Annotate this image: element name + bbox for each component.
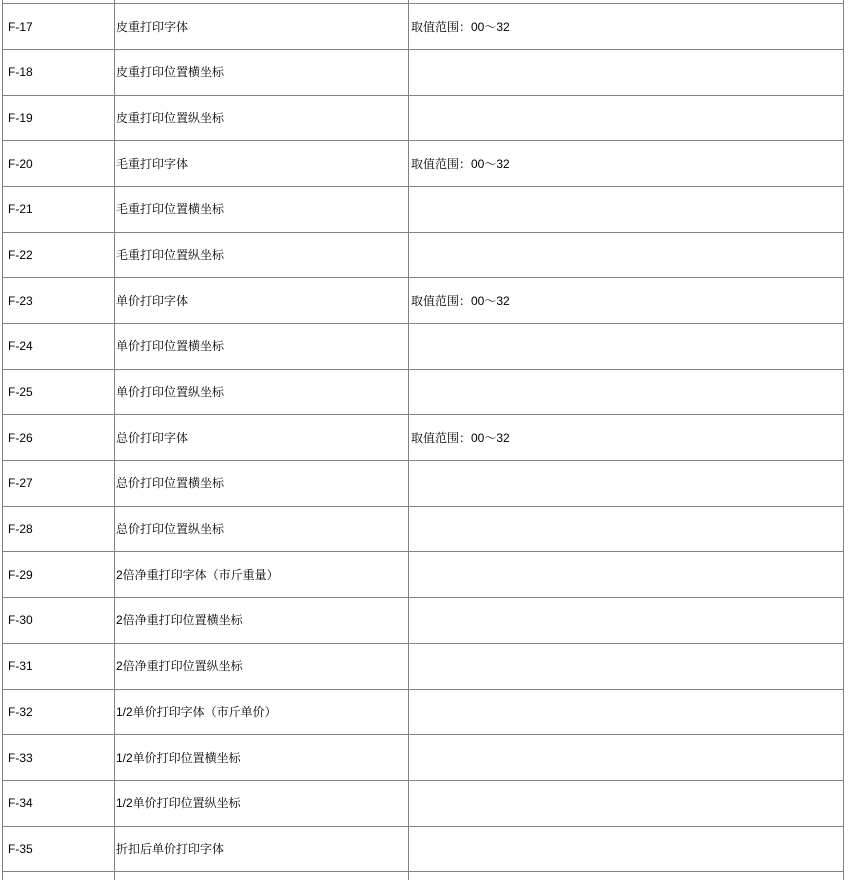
table-row [3, 369, 844, 415]
code-cell: F-34 [3, 780, 115, 826]
table-row [3, 506, 844, 552]
description-cell: 2倍净重打印位置横坐标 [115, 598, 409, 644]
code-cell: F-27 [3, 461, 115, 507]
range-cell [409, 232, 844, 278]
table-row [3, 689, 844, 735]
range-cell [409, 552, 844, 598]
range-cell [409, 643, 844, 689]
code-cell: F-26 [3, 415, 115, 461]
code-cell: F-30 [3, 598, 115, 644]
table-row [3, 141, 844, 187]
table-row [3, 780, 844, 826]
description-cell: 皮重打印位置横坐标 [115, 49, 409, 95]
description-cell: 毛重打印位置纵坐标 [115, 232, 409, 278]
range-cell [409, 49, 844, 95]
description-cell: 皮重打印位置纵坐标 [115, 95, 409, 141]
table-row [3, 324, 844, 370]
range-cell [409, 506, 844, 552]
description-cell: 总价打印位置横坐标 [115, 461, 409, 507]
code-cell: F-33 [3, 735, 115, 781]
range-cell [409, 95, 844, 141]
range-cell [409, 324, 844, 370]
code-cell [3, 872, 115, 880]
code-cell: F-31 [3, 643, 115, 689]
description-cell: 1/2单价打印位置纵坐标 [115, 780, 409, 826]
table-row-partial-bottom [3, 872, 844, 880]
table-row [3, 735, 844, 781]
table-row [3, 598, 844, 644]
description-cell: 2倍净重打印字体（市斤重量） [115, 552, 409, 598]
table-row [3, 278, 844, 324]
range-cell [409, 598, 844, 644]
table-row [3, 186, 844, 232]
code-cell: F-17 [3, 4, 115, 50]
code-cell: F-23 [3, 278, 115, 324]
description-cell: 单价打印位置横坐标 [115, 324, 409, 370]
range-cell [409, 780, 844, 826]
range-cell [409, 689, 844, 735]
code-cell: F-25 [3, 369, 115, 415]
description-cell: 单价打印字体 [115, 278, 409, 324]
description-cell: 1/2单价打印字体（市斤单价） [115, 689, 409, 735]
parameter-table [2, 0, 844, 880]
code-cell: F-28 [3, 506, 115, 552]
range-cell: 取值范围：00～32 [409, 415, 844, 461]
description-cell: 折扣后单价打印字体 [115, 826, 409, 872]
code-cell: F-24 [3, 324, 115, 370]
description-cell: 单价打印位置纵坐标 [115, 369, 409, 415]
code-cell: F-29 [3, 552, 115, 598]
range-cell [409, 826, 844, 872]
table-row [3, 232, 844, 278]
code-cell: F-19 [3, 95, 115, 141]
code-cell: F-18 [3, 49, 115, 95]
description-cell: 总价打印字体 [115, 415, 409, 461]
description-cell: 毛重打印字体 [115, 141, 409, 187]
parameter-table-body [3, 0, 844, 880]
description-cell: 皮重打印字体 [115, 4, 409, 50]
range-cell [409, 735, 844, 781]
range-cell [409, 872, 844, 880]
table-row [3, 4, 844, 50]
description-cell: 总价打印位置纵坐标 [115, 506, 409, 552]
description-cell: 1/2单价打印位置横坐标 [115, 735, 409, 781]
range-cell [409, 369, 844, 415]
code-cell: F-32 [3, 689, 115, 735]
table-row [3, 552, 844, 598]
description-cell [115, 872, 409, 880]
description-cell: 2倍净重打印位置纵坐标 [115, 643, 409, 689]
table-row [3, 49, 844, 95]
range-cell [409, 461, 844, 507]
range-cell: 取值范围：00～32 [409, 4, 844, 50]
table-row [3, 826, 844, 872]
range-cell [409, 186, 844, 232]
range-cell: 取值范围：00～32 [409, 278, 844, 324]
code-cell: F-20 [3, 141, 115, 187]
table-row [3, 461, 844, 507]
table-row [3, 643, 844, 689]
code-cell: F-35 [3, 826, 115, 872]
code-cell: F-21 [3, 186, 115, 232]
table-row [3, 95, 844, 141]
range-cell: 取值范围：00～32 [409, 141, 844, 187]
description-cell: 毛重打印位置横坐标 [115, 186, 409, 232]
code-cell: F-22 [3, 232, 115, 278]
table-row [3, 415, 844, 461]
